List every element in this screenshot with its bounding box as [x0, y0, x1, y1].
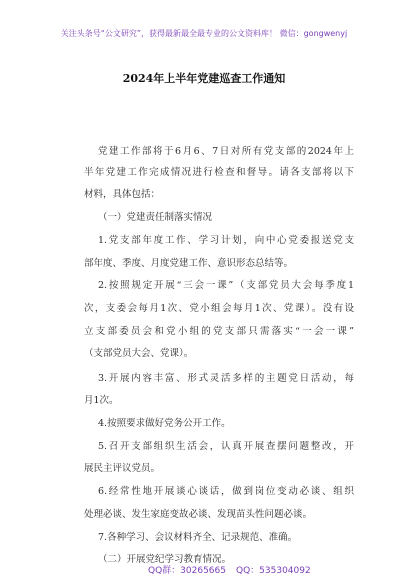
item-1-line-1: 1.党支部年度工作、学习计划，向中心党委报送党支	[98, 235, 354, 246]
body-line-3: 材料，具体包括：	[84, 189, 161, 200]
item-2-line-2: 次，支委会每月1次、党小组会每月1次、党课）。没有设	[84, 303, 354, 314]
promo-header-note: 关注头条号“公文研究”，获得最新最全最专业的公文资料库！ 微信：gongwenyj	[60, 29, 348, 38]
item-2-line-3: 立支部委员会和党小组的党支部只需落实“一会一课”	[84, 326, 354, 337]
item-5-line-1: 5.召开支部组织生活会，认真开展查摆问题整改，开	[98, 441, 354, 452]
body-line-1: 党建工作部将于6月6、7日对所有党支部的2024年上	[98, 146, 354, 157]
document-title: 2024年上半年党建巡查工作通知	[122, 72, 286, 85]
item-3-line-2: 月1次。	[84, 395, 119, 406]
item-6-line-1: 6.经常性地开展谈心谈话，做到岗位变动必谈、组织	[98, 486, 354, 497]
item-2-line-4: （支部党员大会、党课）。	[84, 348, 194, 359]
item-6-line-2: 处理必谈、发生家庭变故必谈、发现苗头性问题必谈。	[84, 509, 313, 520]
item-5-line-2: 展民主评议党员。	[84, 463, 161, 474]
body-line-2: 半年党建工作完成情况进行检查和督导。请各支部将以下	[84, 167, 354, 178]
footer-qq-group: QQ群：30265665	[148, 566, 226, 576]
item-4: 4.按照要求做好党务公开工作。	[98, 418, 231, 429]
item-2-line-1: 2.按照规定开展“三会一课”（支部党员大会每季度1	[98, 280, 354, 291]
footer-qq-contact: QQ：535304092	[236, 566, 311, 576]
section-heading-2: （二）开展党纪学习教育情况。	[98, 554, 232, 565]
item-1-line-2: 部年度、季度、月度党建工作、意识形态总结等。	[84, 258, 294, 269]
item-7: 7.各种学习、会议材料齐全、记录规范、准确。	[98, 532, 298, 543]
section-heading-1: （一）党建责任制落实情况	[98, 212, 213, 223]
item-3-line-1: 3.开展内容丰富、形式灵活多样的主题党日活动，每	[98, 373, 354, 384]
